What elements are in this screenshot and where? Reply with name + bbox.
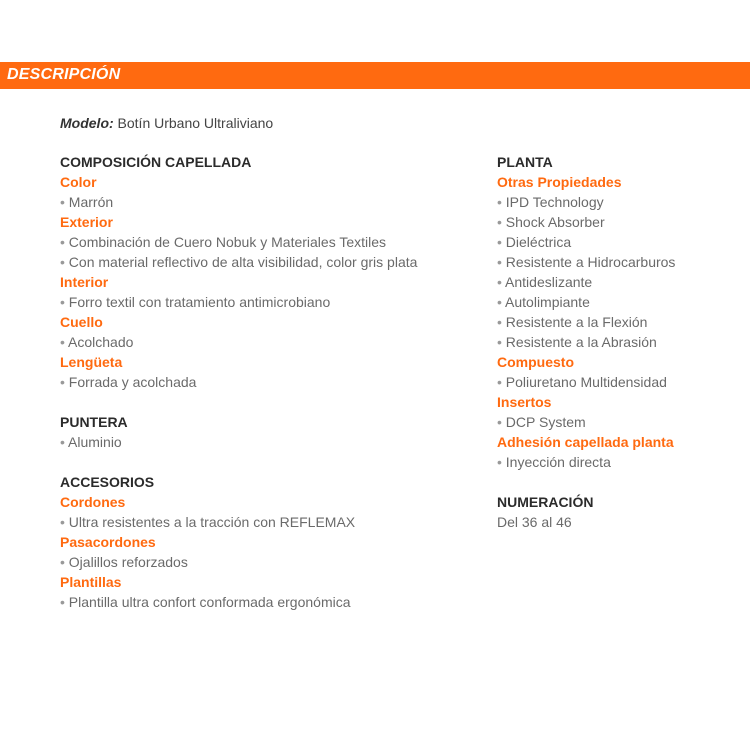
list-item: • Resistente a Hidrocarburos: [497, 254, 676, 270]
bullet-icon: •: [497, 254, 502, 270]
list-item: • Aluminio: [60, 434, 122, 450]
list-item: • Combinación de Cuero Nobuk y Materiales Textiles: [60, 234, 387, 250]
subheading-lengueta: Lengüeta: [60, 354, 123, 370]
list-item: • DCP System: [497, 414, 586, 430]
subheading-plantillas: Plantillas: [60, 574, 122, 590]
bullet-icon: •: [60, 234, 65, 250]
list-item: • IPD Technology: [497, 194, 604, 210]
model-label: Modelo:: [60, 115, 114, 131]
list-item: • Forro textil con tratamiento antimicrobiano: [60, 294, 331, 310]
subheading-cordones: Cordones: [60, 494, 126, 510]
subheading-interior: Interior: [60, 274, 109, 290]
bullet-icon: •: [497, 334, 502, 350]
list-item: • Con material reflectivo de alta visibilidad, color gris plata: [60, 254, 418, 270]
model-line: [60, 113, 273, 133]
bullet-icon: •: [60, 294, 65, 310]
bullet-icon: •: [497, 374, 502, 390]
list-item: • Autolimpiante: [497, 294, 590, 310]
list-item: • Plantilla ultra confort conformada ergonómica: [60, 594, 351, 610]
subheading-insertos: Insertos: [497, 394, 552, 410]
section-accesorios: [60, 472, 480, 612]
description-banner: [0, 62, 750, 89]
list-item: • Ultra resistentes a la tracción con REFLEMAX: [60, 514, 356, 530]
bullet-icon: •: [60, 514, 65, 530]
bullet-icon: •: [497, 274, 502, 290]
bullet-icon: •: [497, 294, 502, 310]
list-item: • Acolchado: [60, 334, 134, 350]
list-item: • Inyección directa: [497, 454, 611, 470]
bullet-icon: •: [60, 334, 65, 350]
section-planta: [497, 152, 747, 472]
subheading-exterior: Exterior: [60, 214, 113, 230]
bullet-icon: •: [60, 434, 65, 450]
list-item: • Marrón: [60, 194, 114, 210]
section-title: NUMERACIÓN: [497, 494, 594, 510]
section-numeracion: [497, 492, 747, 532]
subheading-compuesto: Compuesto: [497, 354, 574, 370]
bullet-icon: •: [497, 214, 502, 230]
bullet-icon: •: [60, 254, 65, 270]
list-item: • Resistente a la Flexión: [497, 314, 648, 330]
list-item: • Forrada y acolchada: [60, 374, 197, 390]
bullet-icon: •: [60, 594, 65, 610]
left-column: [60, 152, 480, 612]
section-composicion: [60, 152, 480, 392]
list-item: • Shock Absorber: [497, 214, 605, 230]
list-item: • Dieléctrica: [497, 234, 572, 250]
section-title: COMPOSICIÓN CAPELLADA: [60, 154, 252, 170]
bullet-icon: •: [60, 194, 65, 210]
bullet-icon: •: [60, 554, 65, 570]
subheading-otras-propiedades: Otras Propiedades: [497, 174, 622, 190]
subheading-cuello: Cuello: [60, 314, 103, 330]
subheading-pasacordones: Pasacordones: [60, 534, 156, 550]
subheading-color: Color: [60, 174, 97, 190]
bullet-icon: •: [497, 194, 502, 210]
section-title: PLANTA: [497, 154, 553, 170]
section-title: ACCESORIOS: [60, 474, 155, 490]
model-value: Botín Urbano Ultraliviano: [117, 115, 274, 131]
list-item: • Ojalillos reforzados: [60, 554, 188, 570]
subheading-adhesion: Adhesión capellada planta: [497, 434, 674, 450]
banner-title: DESCRIPCIÓN: [7, 66, 121, 83]
bullet-icon: •: [60, 374, 65, 390]
list-item: • Resistente a la Abrasión: [497, 334, 657, 350]
bullet-icon: •: [497, 234, 502, 250]
bullet-icon: •: [497, 414, 502, 430]
right-column: [497, 152, 747, 532]
section-puntera: [60, 412, 480, 452]
size-range: Del 36 al 46: [497, 514, 572, 530]
section-title: PUNTERA: [60, 414, 128, 430]
list-item: • Antideslizante: [497, 274, 593, 290]
bullet-icon: •: [497, 454, 502, 470]
list-item: • Poliuretano Multidensidad: [497, 374, 667, 390]
bullet-icon: •: [497, 314, 502, 330]
